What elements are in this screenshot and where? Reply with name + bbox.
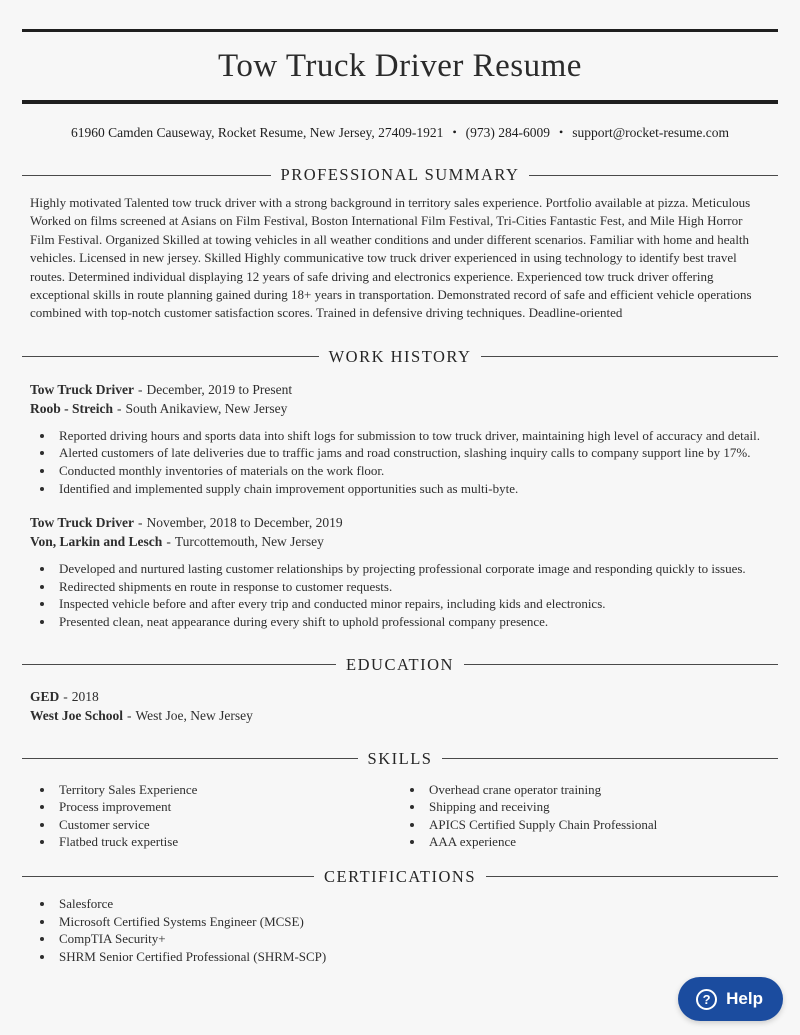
- resume-page: [0, 29, 800, 965]
- skills-column-left: [30, 773, 400, 851]
- separator-dot: •: [452, 125, 457, 139]
- heading-rule-left: [22, 876, 314, 877]
- section-heading-certifications: [30, 867, 770, 887]
- help-button[interactable]: [678, 977, 783, 1021]
- job-employer-line: [30, 399, 770, 418]
- dash-separator: -: [166, 534, 171, 550]
- education-degree: GED: [30, 688, 60, 704]
- skills-column-right: [400, 773, 770, 851]
- work-history-entry: [30, 380, 770, 497]
- list-item: • Customer service: [55, 816, 400, 834]
- skills-list: [400, 781, 770, 851]
- heading-rule-left: [22, 356, 319, 357]
- section-heading-education: [30, 655, 770, 675]
- list-item: • SHRM Senior Certified Professional (SHRM-SCP): [55, 948, 770, 966]
- education-year: 2018: [71, 688, 99, 704]
- education-school-line: [30, 706, 770, 725]
- skills-columns: [30, 773, 770, 851]
- heading-rule-right: [529, 175, 778, 176]
- help-button-label: Help: [726, 989, 763, 1008]
- list-item: • Territory Sales Experience: [55, 781, 400, 799]
- heading-rule-right: [481, 356, 778, 357]
- job-employer: Roob - Streich: [30, 400, 113, 416]
- job-title: Tow Truck Driver: [30, 381, 134, 397]
- list-item: • Process improvement: [55, 798, 400, 816]
- section-heading-work-history: [30, 347, 770, 367]
- list-item: • Redirected shipments en route in response to customer requests.: [55, 578, 770, 596]
- list-item: • AAA experience: [425, 833, 770, 851]
- dash-separator: -: [63, 688, 68, 704]
- question-mark-circle-icon: ?: [696, 989, 717, 1010]
- work-history-entry: [30, 513, 770, 630]
- contact-email: support@rocket-resume.com: [572, 125, 729, 140]
- list-item: • Identified and implemented supply chain improvement opportunities such as multi-byte.: [55, 480, 770, 498]
- summary-paragraph: Highly motivated Talented tow truck driver with a strong background in territory sales experience. Portfolio available at pizza. Meticulous Worked on films screened at Asians on Film Festival, Boston International Film Festival, Tri-Cities Fantastic Fest, and Mile High Horror Film Festival. Organized Skilled at towing vehicles in all weather conditions and under different scenarios. Familiar with home and health vehicles. Licensed in new jersey. Skilled Highly communicative tow truck driver experienced in using technology to identify best travel routes. Determined individual displaying 12 years of safe driving and electronics experience. Experienced tow truck driver offering exceptional skills in route planning gained during 18+ years in transportation. Demonstrated record of safe and efficient vehicle operations combined with top-notch customer satisfaction scores. Trained in defensive driving techniques. Deadline-oriented: [30, 195, 752, 321]
- list-item: • Conducted monthly inventories of materials on the work floor.: [55, 462, 770, 480]
- job-bullet-list: [30, 427, 770, 497]
- heading-rule-left: [22, 758, 358, 759]
- skills-list: [30, 781, 400, 851]
- education-entry: [30, 687, 770, 725]
- heading-rule-left: [22, 664, 336, 665]
- job-bullet-list: [30, 560, 770, 630]
- certifications-section: [30, 867, 770, 965]
- list-item: • Flatbed truck expertise: [55, 833, 400, 851]
- list-item: • Overhead crane operator training: [425, 781, 770, 799]
- list-item: • Presented clean, neat appearance during every shift to uphold professional company presence.: [55, 613, 770, 631]
- heading-rule-right: [486, 876, 778, 877]
- education-degree-line: [30, 687, 770, 706]
- dash-separator: -: [138, 515, 143, 531]
- list-item: • Microsoft Certified Systems Engineer (MCSE): [55, 913, 770, 931]
- job-title: Tow Truck Driver: [30, 515, 134, 531]
- job-title-line: [30, 513, 770, 532]
- job-dates: November, 2018 to December, 2019: [146, 515, 343, 531]
- education-location: West Joe, New Jersey: [135, 707, 253, 723]
- heading-rule-right: [442, 758, 778, 759]
- section-title: PROFESSIONAL SUMMARY: [280, 165, 520, 184]
- list-item: • Alerted customers of late deliveries due to traffic jams and road construction, slashing inquiry calls to company support line by 17%.: [55, 444, 770, 462]
- separator-dot: •: [559, 125, 564, 139]
- certifications-list: [30, 895, 770, 965]
- section-title: SKILLS: [367, 748, 433, 768]
- education-school: West Joe School: [30, 707, 123, 723]
- dash-separator: -: [117, 400, 122, 416]
- job-location: South Anikaview, New Jersey: [125, 400, 288, 416]
- section-title: WORK HISTORY: [328, 346, 472, 366]
- list-item: • Inspected vehicle before and after every trip and conducted minor repairs, including kids and electronics.: [55, 595, 770, 613]
- heading-rule-right: [464, 664, 778, 665]
- top-divider: [22, 29, 778, 32]
- section-title: EDUCATION: [346, 654, 454, 674]
- title-bottom-divider: [22, 100, 778, 104]
- list-item: • Shipping and receiving: [425, 798, 770, 816]
- list-item: • Reported driving hours and sports data into shift logs for submission to tow truck driver, maintaining high level of accuracy and detail.: [55, 427, 770, 445]
- dash-separator: -: [127, 707, 132, 723]
- contact-address: 61960 Camden Causeway, Rocket Resume, New Jersey, 27409-1921: [71, 125, 444, 140]
- dash-separator: -: [138, 381, 143, 397]
- job-employer-line: [30, 532, 770, 551]
- list-item: • CompTIA Security+: [55, 930, 770, 948]
- page-title: Tow Truck Driver Resume: [218, 48, 582, 84]
- list-item: • Salesforce: [55, 895, 770, 913]
- section-title: CERTIFICATIONS: [323, 866, 477, 886]
- contact-line: [30, 125, 770, 141]
- list-item: • APICS Certified Supply Chain Professional: [425, 816, 770, 834]
- section-heading-skills: [30, 749, 770, 769]
- list-item: • Developed and nurtured lasting customer relationships by projecting professional corporate image and responding quickly to issues.: [55, 560, 770, 578]
- contact-phone: (973) 284-6009: [465, 125, 551, 140]
- section-heading-professional-summary: [30, 165, 770, 185]
- job-location: Turcottemouth, New Jersey: [174, 534, 324, 550]
- job-dates: December, 2019 to Present: [146, 381, 293, 397]
- job-title-line: [30, 380, 770, 399]
- job-employer: Von, Larkin and Lesch: [30, 534, 163, 550]
- heading-rule-left: [22, 175, 271, 176]
